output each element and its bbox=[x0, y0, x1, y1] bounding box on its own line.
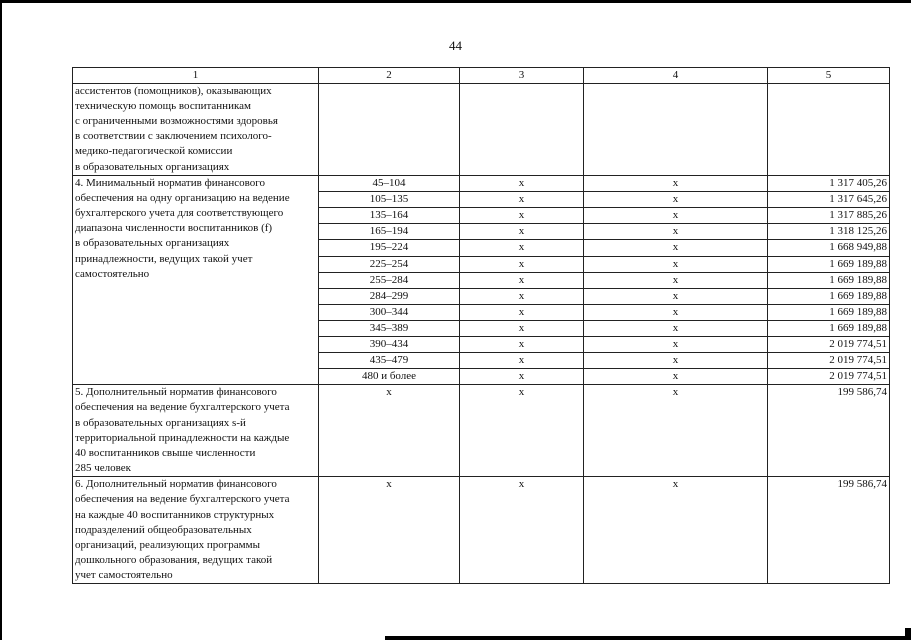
range-col4-cell: x bbox=[584, 369, 768, 385]
range-col4-cell: x bbox=[584, 192, 768, 208]
range-value-cell: 1 669 189,88 bbox=[768, 288, 890, 304]
row4-description bbox=[73, 176, 319, 385]
description-line: 285 человек bbox=[75, 461, 132, 474]
description-line: 5. Дополнительный норматив финансового bbox=[75, 386, 277, 399]
header-col-1: 1 bbox=[73, 68, 319, 84]
row6-col2: x bbox=[319, 477, 460, 584]
description-line: бухгалтерского учета для соответствующего bbox=[75, 207, 284, 220]
range-col3-cell: x bbox=[460, 272, 584, 288]
range-col4-cell: x bbox=[584, 272, 768, 288]
description-line: обеспечения на ведение бухгалтерского учета bbox=[75, 401, 290, 414]
range-col3-cell: x bbox=[460, 256, 584, 272]
header-col-5: 5 bbox=[768, 68, 890, 84]
description-line: в образовательных организациях bbox=[75, 160, 230, 173]
scan-border-left bbox=[0, 0, 2, 640]
range-col3-cell: x bbox=[460, 176, 584, 192]
range-col4-cell: x bbox=[584, 224, 768, 240]
range-col3-cell: x bbox=[460, 288, 584, 304]
range-col4-cell: x bbox=[584, 240, 768, 256]
row3-description bbox=[73, 84, 319, 176]
scan-border-top bbox=[0, 0, 911, 3]
row3-col3 bbox=[460, 84, 584, 176]
row3-col2 bbox=[319, 84, 460, 176]
description-line: в образовательных организациях bbox=[75, 237, 230, 250]
row6-value: 199 586,74 bbox=[768, 477, 890, 584]
range-col3-cell: x bbox=[460, 353, 584, 369]
description-line: 4. Минимальный норматив финансового bbox=[75, 177, 265, 190]
range-col3-cell: x bbox=[460, 192, 584, 208]
row6-col4: x bbox=[584, 477, 768, 584]
page-number: 44 bbox=[449, 38, 462, 53]
range-col4-cell: x bbox=[584, 256, 768, 272]
range-value-cell: 1 669 189,88 bbox=[768, 256, 890, 272]
row5-value: 199 586,74 bbox=[768, 385, 890, 477]
description-line: организаций, реализующих программы bbox=[75, 538, 260, 551]
table-row-6 bbox=[73, 477, 890, 584]
range-cell: 345–389 bbox=[319, 320, 460, 336]
header-col-4: 4 bbox=[584, 68, 768, 84]
range-col3-cell: x bbox=[460, 337, 584, 353]
range-cell: 135–164 bbox=[319, 208, 460, 224]
range-col4-cell: x bbox=[584, 320, 768, 336]
description-line: с ограниченными возможностями здоровья bbox=[75, 115, 278, 128]
description-line: дошкольного образования, ведущих такой bbox=[75, 553, 273, 566]
description-line: медико-педагогической комиссии bbox=[75, 145, 233, 158]
description-line: на каждые 40 воспитанников структурных bbox=[75, 508, 275, 521]
description-line: в соответствии с заключением психолого- bbox=[75, 130, 272, 143]
range-value-cell: 1 317 405,26 bbox=[768, 176, 890, 192]
range-value-cell: 1 669 189,88 bbox=[768, 320, 890, 336]
table-row-5 bbox=[73, 385, 890, 477]
range-cell: 300–344 bbox=[319, 304, 460, 320]
description-line: самостоятельно bbox=[75, 267, 150, 280]
range-cell: 435–479 bbox=[319, 353, 460, 369]
range-row bbox=[73, 176, 890, 192]
range-value-cell: 2 019 774,51 bbox=[768, 337, 890, 353]
range-col4-cell: x bbox=[584, 337, 768, 353]
range-value-cell: 1 669 189,88 bbox=[768, 304, 890, 320]
range-value-cell: 1 317 885,26 bbox=[768, 208, 890, 224]
description-line: учет самостоятельно bbox=[75, 568, 173, 581]
range-col3-cell: x bbox=[460, 304, 584, 320]
description-line: 6. Дополнительный норматив финансового bbox=[75, 478, 277, 491]
range-value-cell: 2 019 774,51 bbox=[768, 369, 890, 385]
range-col3-cell: x bbox=[460, 369, 584, 385]
norms-table bbox=[72, 67, 890, 584]
range-col3-cell: x bbox=[460, 320, 584, 336]
table-row-3 bbox=[73, 84, 890, 176]
range-cell: 45–104 bbox=[319, 176, 460, 192]
range-col4-cell: x bbox=[584, 288, 768, 304]
range-col4-cell: x bbox=[584, 208, 768, 224]
description-line: ассистентов (помощников), оказывающих bbox=[75, 85, 272, 98]
description-line: 40 воспитанников свыше численности bbox=[75, 446, 256, 459]
range-value-cell: 1 669 189,88 bbox=[768, 272, 890, 288]
description-line: диапазона численности воспитанников (f) bbox=[75, 222, 273, 235]
range-cell: 225–254 bbox=[319, 256, 460, 272]
range-cell: 195–224 bbox=[319, 240, 460, 256]
range-cell: 255–284 bbox=[319, 272, 460, 288]
range-cell: 105–135 bbox=[319, 192, 460, 208]
range-col3-cell: x bbox=[460, 240, 584, 256]
row3-col4 bbox=[584, 84, 768, 176]
range-cell: 284–299 bbox=[319, 288, 460, 304]
header-col-2: 2 bbox=[319, 68, 460, 84]
description-line: принадлежности, ведущих такой учет bbox=[75, 252, 253, 265]
description-line: обеспечения на одну организацию на ведение bbox=[75, 192, 290, 205]
row5-description bbox=[73, 385, 319, 477]
range-value-cell: 2 019 774,51 bbox=[768, 353, 890, 369]
description-line: подразделений общеобразовательных bbox=[75, 523, 252, 536]
range-value-cell: 1 317 645,26 bbox=[768, 192, 890, 208]
row5-col3: x bbox=[460, 385, 584, 477]
range-col3-cell: x bbox=[460, 208, 584, 224]
row3-col5 bbox=[768, 84, 890, 176]
description-line: в образовательных организациях s-й bbox=[75, 416, 246, 429]
description-line: территориальной принадлежности на каждые bbox=[75, 431, 290, 444]
scan-border-corner bbox=[905, 628, 911, 640]
range-col4-cell: x bbox=[584, 353, 768, 369]
range-value-cell: 1 668 949,88 bbox=[768, 240, 890, 256]
row6-col3: x bbox=[460, 477, 584, 584]
range-col3-cell: x bbox=[460, 224, 584, 240]
scan-border-bottom bbox=[385, 636, 911, 640]
range-cell: 480 и более bbox=[319, 369, 460, 385]
header-col-3: 3 bbox=[460, 68, 584, 84]
description-line: техническую помощь воспитанникам bbox=[75, 100, 251, 113]
range-cell: 390–434 bbox=[319, 337, 460, 353]
row5-col4: x bbox=[584, 385, 768, 477]
row5-col2: x bbox=[319, 385, 460, 477]
range-col4-cell: x bbox=[584, 304, 768, 320]
row6-description bbox=[73, 477, 319, 584]
header-row bbox=[73, 68, 890, 84]
range-value-cell: 1 318 125,26 bbox=[768, 224, 890, 240]
description-line: обеспечения на ведение бухгалтерского учета bbox=[75, 493, 290, 506]
range-cell: 165–194 bbox=[319, 224, 460, 240]
range-col4-cell: x bbox=[584, 176, 768, 192]
